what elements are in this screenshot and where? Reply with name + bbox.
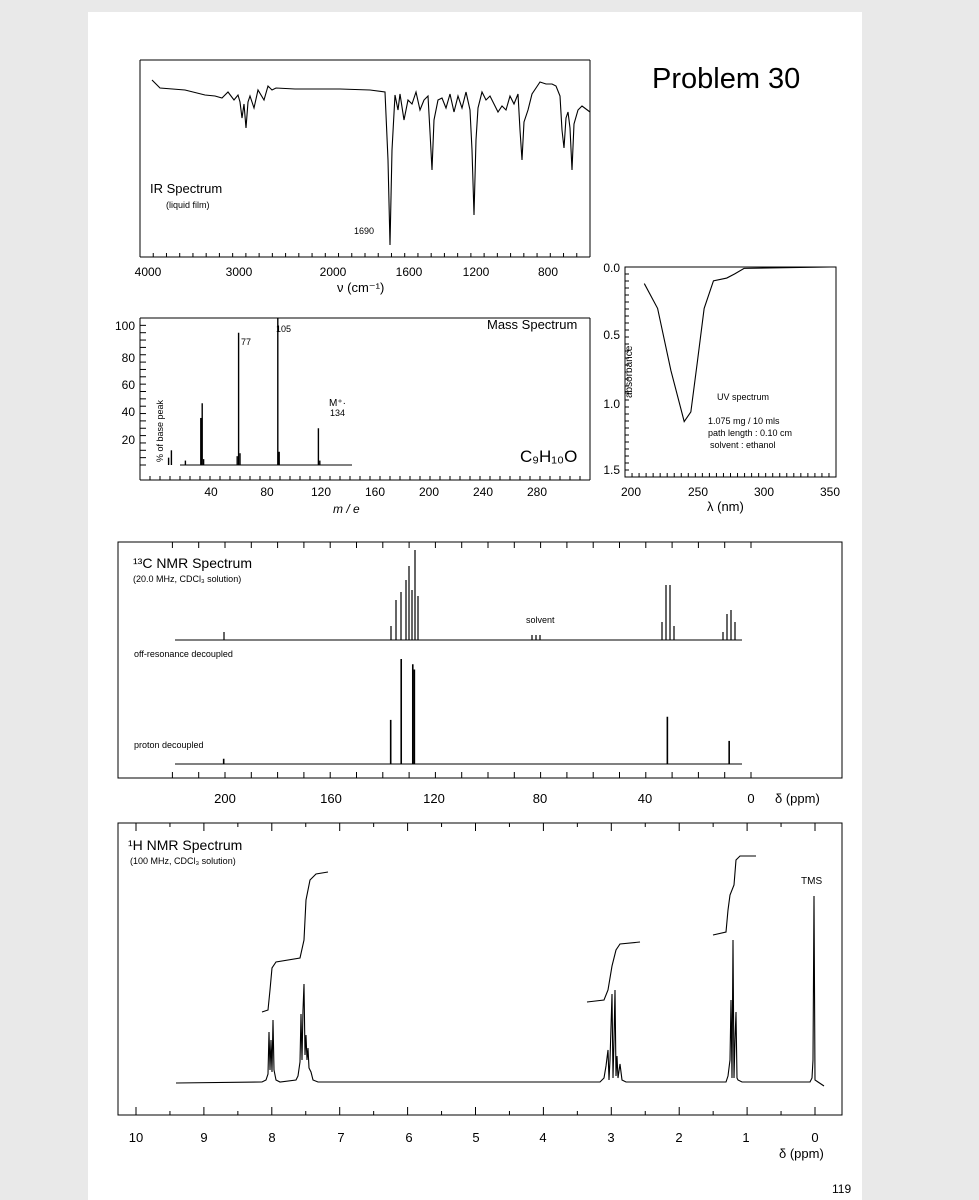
ms-molecular-ion-label: M⁺· — [329, 398, 346, 409]
uv-x-tick-label: 300 — [753, 485, 775, 499]
uv-spectrum-panel — [603, 261, 840, 514]
h1-subtitle: (100 MHz, CDCl₃ solution) — [130, 856, 236, 866]
h1-x-tick-label: 6 — [405, 1130, 413, 1145]
ms-x-tick-label: 240 — [472, 485, 494, 499]
uv-x-tick-label: 200 — [620, 485, 642, 499]
ir-x-tick-label: 3000 — [225, 265, 253, 279]
ir-x-tick-label: 4000 — [134, 265, 162, 279]
uv-y-tick-label: 0.5 — [603, 328, 620, 342]
c13-x-tick-label: 160 — [320, 791, 342, 806]
uv-y-tick-label: 1.0 — [603, 397, 620, 411]
h1-x-tick-label: 8 — [268, 1130, 276, 1145]
uv-y-tick-label: 0.0 — [603, 261, 620, 275]
ms-x-tick-label: 280 — [526, 485, 548, 499]
proton-nmr-panel — [118, 823, 842, 1161]
c13-x-tick-label: 200 — [214, 791, 236, 806]
uv-y-axis-label: absorbance — [624, 345, 635, 398]
c13-x-tick-label: 40 — [637, 791, 653, 806]
ms-x-tick-label: 120 — [310, 485, 332, 499]
h1-x-tick-label: 2 — [675, 1130, 683, 1145]
ms-x-axis-label: m / e — [333, 502, 360, 516]
c13-x-tick-label: 0 — [747, 791, 755, 806]
mass-spectrum-panel — [115, 317, 590, 516]
carbon-nmr-panel — [118, 542, 842, 806]
ir-x-tick-label: 800 — [537, 265, 559, 279]
ms-x-tick-label: 80 — [260, 485, 274, 499]
ir-x-tick-label: 1600 — [395, 265, 423, 279]
uv-x-tick-label: 250 — [687, 485, 709, 499]
c13-off-resonance-peaks — [224, 550, 735, 640]
h1-x-tick-label: 1 — [742, 1130, 750, 1145]
h1-x-axis-label: δ (ppm) — [779, 1146, 824, 1161]
ms-peak-label-105: 105 — [276, 324, 292, 334]
uv-title: UV spectrum — [717, 392, 770, 402]
ms-peak-label-77: 77 — [241, 337, 252, 347]
page-number: 119 — [832, 1182, 852, 1196]
ir-x-tick-label: 1200 — [462, 265, 490, 279]
ir-x-axis-label: ν (cm⁻¹) — [337, 280, 385, 295]
uv-note-solvent: solvent : ethanol — [710, 440, 776, 450]
ms-y-tick-label: 60 — [121, 378, 135, 392]
uv-x-axis-label: λ (nm) — [707, 499, 744, 514]
ir-spectrum-panel — [135, 60, 590, 295]
h1-x-tick-label: 3 — [607, 1130, 615, 1145]
h1-title: ¹H NMR Spectrum — [128, 837, 243, 853]
h1-x-tick-label: 4 — [539, 1130, 547, 1145]
c13-x-tick-label: 80 — [532, 791, 548, 806]
ms-y-axis-label: % of base peak — [155, 399, 165, 462]
c13-proton-decoupled-label: proton decoupled — [134, 740, 204, 750]
uv-note-path-length: path length : 0.10 cm — [708, 428, 793, 438]
ir-title: IR Spectrum — [150, 181, 223, 196]
h1-x-tick-label: 5 — [472, 1130, 480, 1145]
ms-x-tick-label: 200 — [418, 485, 440, 499]
h1-integral-methylene — [587, 942, 640, 1002]
ms-formula: C₉H₁₀O — [520, 447, 578, 466]
h1-x-tick-label: 9 — [200, 1130, 208, 1145]
h1-integral-aromatic — [262, 872, 328, 1012]
ms-y-tick-label: 20 — [121, 433, 135, 447]
ms-x-tick-label: 160 — [364, 485, 386, 499]
c13-x-axis-label: δ (ppm) — [775, 791, 820, 806]
problem-title: Problem 30 — [652, 63, 801, 95]
c13-off-resonance-label: off-resonance decoupled — [134, 649, 233, 659]
h1-tms-label: TMS — [801, 876, 823, 887]
c13-x-tick-label: 120 — [423, 791, 445, 806]
ir-subtitle: (liquid film) — [166, 200, 210, 210]
ms-y-tick-label: 40 — [121, 405, 135, 419]
h1-x-tick-label: 7 — [337, 1130, 345, 1145]
uv-y-tick-label: 1.5 — [603, 463, 620, 477]
ms-x-tick-label: 40 — [204, 485, 218, 499]
h1-x-tick-label: 0 — [811, 1130, 819, 1145]
h1-x-tick-label: 10 — [128, 1130, 144, 1145]
ms-molecular-ion-mass: 134 — [330, 408, 346, 418]
c13-subtitle: (20.0 MHz, CDCl₃ solution) — [133, 574, 242, 584]
ir-x-tick-label: 2000 — [319, 265, 347, 279]
c13-solvent-label: solvent — [526, 615, 555, 625]
c13-title: ¹³C NMR Spectrum — [133, 555, 253, 571]
ir-trace — [152, 80, 590, 245]
uv-note-concentration: 1.075 mg / 10 mls — [708, 416, 780, 426]
ms-title: Mass Spectrum — [487, 317, 578, 332]
h1-integral-methyl — [713, 856, 756, 935]
ir-carbonyl-label: 1690 — [354, 226, 375, 236]
uv-x-tick-label: 350 — [819, 485, 841, 499]
ms-y-tick-label: 80 — [121, 351, 135, 365]
ms-y-tick-label: 100 — [114, 319, 135, 333]
